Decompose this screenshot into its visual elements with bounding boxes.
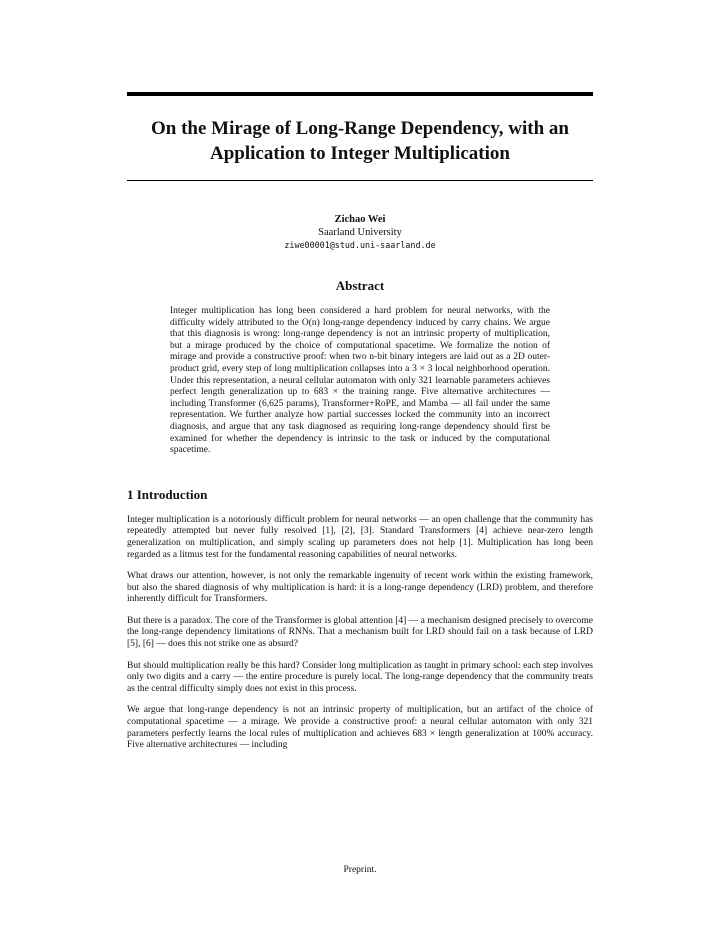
abstract-heading: Abstract (335, 278, 385, 293)
section-heading-introduction: 1 Introduction (127, 486, 208, 502)
intro-paragraph-4: But should multiplication really be this hard? Consider long multiplication as taught in primary school: each step involves only two digits and a carry — the entire procedure is purely local. The long-range dependency that the community treats as the central difficulty simply does not exist in this process. (127, 660, 593, 694)
top-thick-rule (127, 92, 593, 96)
intro-paragraph-5: We argue that long-range dependency is not an intrinsic property of multiplication, but an artifact of the choice of computational spacetime — a mirage. We provide a constructive proof: a neural cellular automaton with only 321 parameters perfectly learns the local rules of multiplication and achieves 683 × length generalization at 100% accuracy. Five alternative architectures — including (127, 705, 593, 751)
paper-title: On the Mirage of Long-Range Dependency, with an Application to Integer Multiplication (151, 118, 569, 164)
author-affiliation: Saarland University (318, 227, 402, 238)
intro-paragraph-3: But there is a paradox. The core of the Transformer is global attention [4] — a mechanism designed precisely to overcome the long-range dependency limitations of RNNs. That a mechanism built for LRD should fail on a task because of LRD [5], [6] — does this not strike one as absurd? (127, 615, 593, 650)
intro-paragraph-1: Integer multiplication is a notoriously difficult problem for neural networks — an open challenge that the community has repeatedly attempted but never fully resolved [1], [2], [3]. Standard Transformers [4] achieve near-zero length generalization on multiplication, and simply scaling up parameters does not help [1]. Multiplication has long been regarded as a litmus test for the fundamental reasoning capabilities of neural networks. (127, 514, 593, 560)
author-email: ziwe00001@stud.uni-saarland.de (284, 240, 436, 250)
title-bottom-rule (127, 180, 593, 181)
author-block (127, 213, 593, 252)
paper-page (127, 92, 593, 752)
author-name: Zichao Wei (334, 214, 386, 225)
page-footer: Preprint. (343, 865, 377, 875)
intro-paragraph-2: What draws our attention, however, is not only the remarkable ingenuity of recent work within the existing framework, but also the shared diagnosis of why multiplication is hard: it is a long-range dependency (LRD) problem, and therefore inherently difficult for Transformers. (127, 571, 593, 605)
abstract-body: Integer multiplication has long been considered a hard problem for neural networks, with the difficulty widely attributed to the O(n) long-range dependency induced by carry chains. We argue that this diagnosis is wrong: long-range dependency is not an intrinsic property of multiplication, but a mirage produced by the choice of computational spacetime. We formalize the notion of mirage and provide a constructive proof: when two n-bit binary integers are laid out as a 2D outer-product grid, every step of long multiplication collapses into a 3 × 3 local neighborhood operation. Under this representation, a neural cellular automaton with only 321 learnable parameters achieves perfect length generalization up to 683 × the training range. Five alternative architectures — including Transformer (6,625 params), Transformer+RoPE, and Mamba — all fail under the same representation. We further analyze how partial successes locked the community into an incorrect diagnosis, and argue that any task diagnosed as requiring long-range dependency should first be examined for whether the dependency is intrinsic to the task or induced by the computational spacetime. (170, 306, 550, 456)
